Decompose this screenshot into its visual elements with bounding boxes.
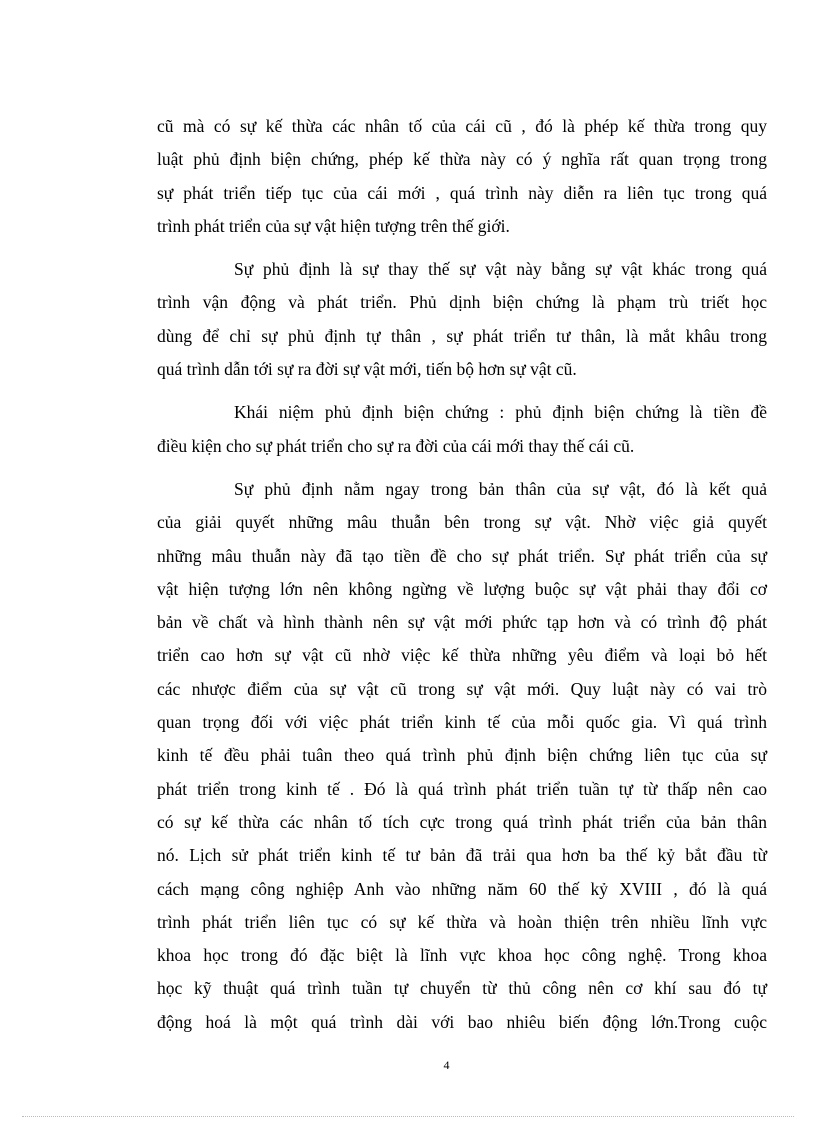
- text-line: khoa học trong đó đặc biệt là lĩnh vực khoa học công nghệ. Trong khoa: [157, 945, 767, 966]
- text-line: có sự kế thừa các nhân tố tích cực trong quá trình phát triển của bản thân: [157, 811, 767, 832]
- paragraph: [157, 473, 767, 1039]
- text-line: trình vận động và phát triển. Phủ dịnh biện chứng là phạm trù triết học: [157, 292, 767, 313]
- text-line: Khái niệm phủ định biện chứng : phủ định biện chứng là tiền đề: [234, 402, 767, 423]
- text-line: triển cao hơn sự vật cũ nhờ việc kế thừa những yêu điểm và loại bỏ hết: [157, 645, 767, 666]
- text-line: quá trình dẫn tới sự ra đời sự vật mới, tiến bộ hơn sự vật cũ.: [157, 359, 577, 380]
- text-line: sự phát triển tiếp tục của cái mới , quá trình này diễn ra liên tục trong quá: [157, 182, 767, 203]
- text-line: luật phủ định biện chứng, phép kế thừa này có ý nghĩa rất quan trọng trong: [157, 149, 767, 170]
- paragraph: [157, 253, 767, 386]
- text-line: cách mạng công nghiệp Anh vào những năm 60 thế kỷ XVIII , đó là quá: [157, 878, 767, 899]
- text-line: các nhược điểm của sự vật cũ trong sự vật mới. Quy luật này có vai trò: [157, 678, 767, 699]
- text-line: cũ mà có sự kế thừa các nhân tố của cái cũ , đó là phép kế thừa trong quy: [157, 116, 767, 136]
- body-text: [157, 110, 767, 1039]
- text-line: trình phát triển của sự vật hiện tượng trên thế giới.: [157, 215, 510, 236]
- paragraph: [157, 396, 767, 463]
- text-line: vật hiện tượng lớn nên không ngừng về lượng buộc sự vật phải thay đổi cơ: [157, 578, 767, 599]
- text-line: kinh tế đều phải tuân theo quá trình phủ định biện chứng liên tục của sự: [157, 745, 767, 766]
- text-line: động hoá là một quá trình dài với bao nhiêu biến động lớn.Trong cuộc: [157, 1011, 767, 1032]
- text-line: Sự phủ định là sự thay thế sự vật này bằng sự vật khác trong quá: [234, 259, 767, 280]
- text-line: phát triển trong kinh tế . Đó là quá trình phát triển tuần tự từ thấp nên cao: [157, 778, 767, 799]
- page-number: 4: [443, 1058, 450, 1072]
- text-line: dùng để chỉ sự phủ định tự thân , sự phát triển tư thân, là mắt khâu trong: [157, 325, 767, 346]
- text-line: điều kiện cho sự phát triển cho sự ra đời của cái mới thay thế cái cũ.: [157, 435, 635, 456]
- text-line: của giải quyết những mâu thuẫn bên trong sự vật. Nhờ việc giả quyết: [157, 512, 767, 533]
- paragraph: [157, 110, 767, 243]
- text-line: bản về chất và hình thành nên sự vật mới phức tạp hơn và có trình độ phát: [157, 612, 767, 633]
- page-bottom-divider: [22, 1116, 794, 1117]
- text-line: trình phát triển liên tục có sự kế thừa và hoàn thiện trên nhiều lĩnh vực: [157, 911, 767, 932]
- text-line: nó. Lịch sử phát triển kinh tế tư bản đã trải qua hơn ba thế kỷ bắt đầu từ: [157, 845, 767, 866]
- text-line: Sự phủ định nằm ngay trong bản thân của sự vật, đó là kết quả: [234, 478, 767, 499]
- text-line: quan trọng đối với việc phát triển kinh tế của mỗi quốc gia. Vì quá trình: [157, 712, 767, 733]
- text-line: những mâu thuẫn này đã tạo tiền đề cho sự phát triển. Sự phát triển của sự: [157, 545, 767, 566]
- text-line: học kỹ thuật quá trình tuần tự chuyển từ thủ công nên cơ khí sau đó tự: [157, 978, 767, 999]
